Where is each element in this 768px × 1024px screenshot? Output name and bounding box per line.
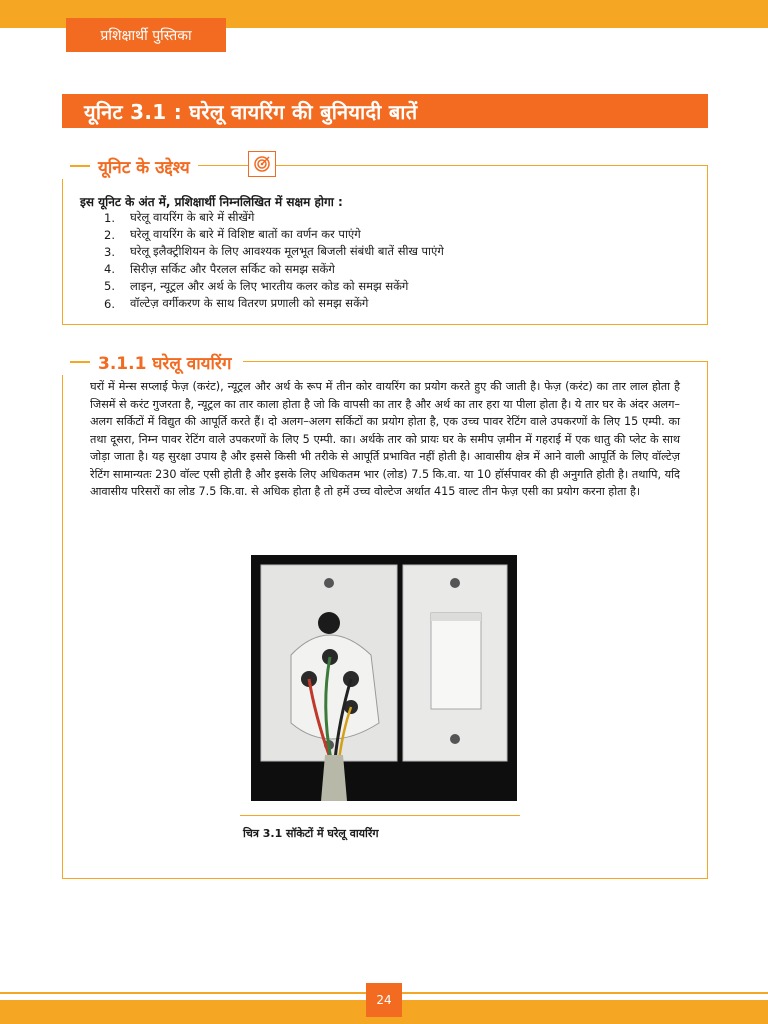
list-item-text: वॉल्टेज़ वर्गीकरण के साथ वितरण प्रणाली को समझ सकेंगे	[130, 296, 369, 311]
unit-title	[62, 94, 708, 128]
section-paragraph: घरों में मेन्स सप्लाई फेज़ (करंट), न्यूट्रल और अर्थ के रूप में तीन कोर वायरिंग का प्रयोग करते हुए की जाती है। फेज़ (करंट) का तार लाल होता है जिसमें से करंट गुजरता है, न्यूट्रल का तार काला होता है जो कि वापसी का तार है और अर्थ का तार हरा या पीला होता है। ये तार घर के अंदर अलग–अलग सर्किटों में विद्युत की आपूर्ति करते हैं। दो अलग–अलग सर्किटों का प्रयोग होता है, एक उच्च पावर रेटिंग वाले उपकरणों के लिए 15 एम्पी. का तथा दूसरा, निम्न पावर रेटिंग वाले उपकरणों के लिए 5 एम्पी. का। अर्थके तार को प्रायः घर के समीप ज़मीन में गहराई में एक धातु की प्लेट के साथ जोड़ा जाता है। यह सुरक्षा उपाय है और इससे किसी भी तरीके से आपूर्ति प्रभावित नहीं होती है। आवासीय क्षेत्र में आने वाली आपूर्ति के लिए वॉल्टेज़ रेटिंग सामान्यतः 230 वॉल्ट एसी होती है और इसके लिए अधिकतम भार (लोड) 7.5 कि.वा. या 10 हॉर्सपावर की ही अनुगति होती है। तथापि, यदि आवासीय परिसरों का लोड 7.5 कि.वा. से अधिक होता है तो हमें उच्च वोल्टेज अर्थात 415 वाल्ट तीन फेज़ एसी का प्रयोग करना होता है।	[90, 380, 680, 498]
list-item	[90, 295, 650, 312]
page-number	[366, 983, 402, 1017]
list-item	[90, 261, 650, 278]
caption-divider	[240, 815, 520, 816]
figure-caption: चित्र 3.1 सॉकेटों में घरेलू वायरिंग	[243, 827, 379, 840]
objectives-intro: इस यूनिट के अंत में, प्रशिक्षार्थी निम्नलिखित में सक्षम होगा :	[80, 195, 343, 209]
socket-wiring-photo	[251, 555, 517, 801]
list-item-number: 3.	[104, 244, 115, 259]
unit-title-text: यूनिट 3.1 : घरेलू वायरिंग की बुनियादी बातें	[84, 99, 418, 124]
list-item-number: 5.	[104, 279, 115, 294]
header-tab	[66, 18, 226, 52]
heading-dash	[70, 165, 90, 167]
list-item	[90, 226, 650, 243]
list-item	[90, 278, 650, 295]
list-item-text: घरेलू इलैक्ट्रीशियन के लिए आवश्यक मूलभूत बिजली संबंधी बातें सीख पाएंगे	[130, 244, 444, 259]
objectives-heading	[62, 153, 198, 179]
list-item-text: लाइन, न्यूट्रल और अर्थ के लिए भारतीय कलर कोड को समझ सकेंगे	[130, 278, 409, 293]
heading-dash	[70, 361, 90, 363]
list-item-text: घरेलू वायरिंग के बारे में सीखेंगे	[130, 210, 255, 225]
list-item-number: 4.	[104, 262, 115, 277]
list-item	[90, 243, 650, 260]
list-item-number: 2.	[104, 227, 115, 242]
header-tab-label: प्रशिक्षार्थी पुस्तिका	[100, 27, 192, 44]
list-item-text: सिरीज़ सर्किट और पैरलल सर्किट को समझ सकेंगे	[130, 261, 335, 276]
section-heading-text: 3.1.1 घरेलू वायरिंग	[98, 353, 232, 374]
target-icon	[248, 151, 276, 177]
list-item-number: 1.	[104, 210, 115, 225]
list-item-text: घरेलू वायरिंग के बारे में विशिष्ट बातों का वर्णन कर पाएंगे	[130, 227, 361, 242]
objectives-heading-text: यूनिट के उद्देश्य	[98, 157, 190, 178]
list-item-number: 6.	[104, 296, 115, 311]
section-heading	[62, 349, 243, 375]
list-item	[90, 209, 650, 226]
objectives-list	[90, 209, 650, 312]
page-number-text: 24	[376, 993, 392, 1007]
